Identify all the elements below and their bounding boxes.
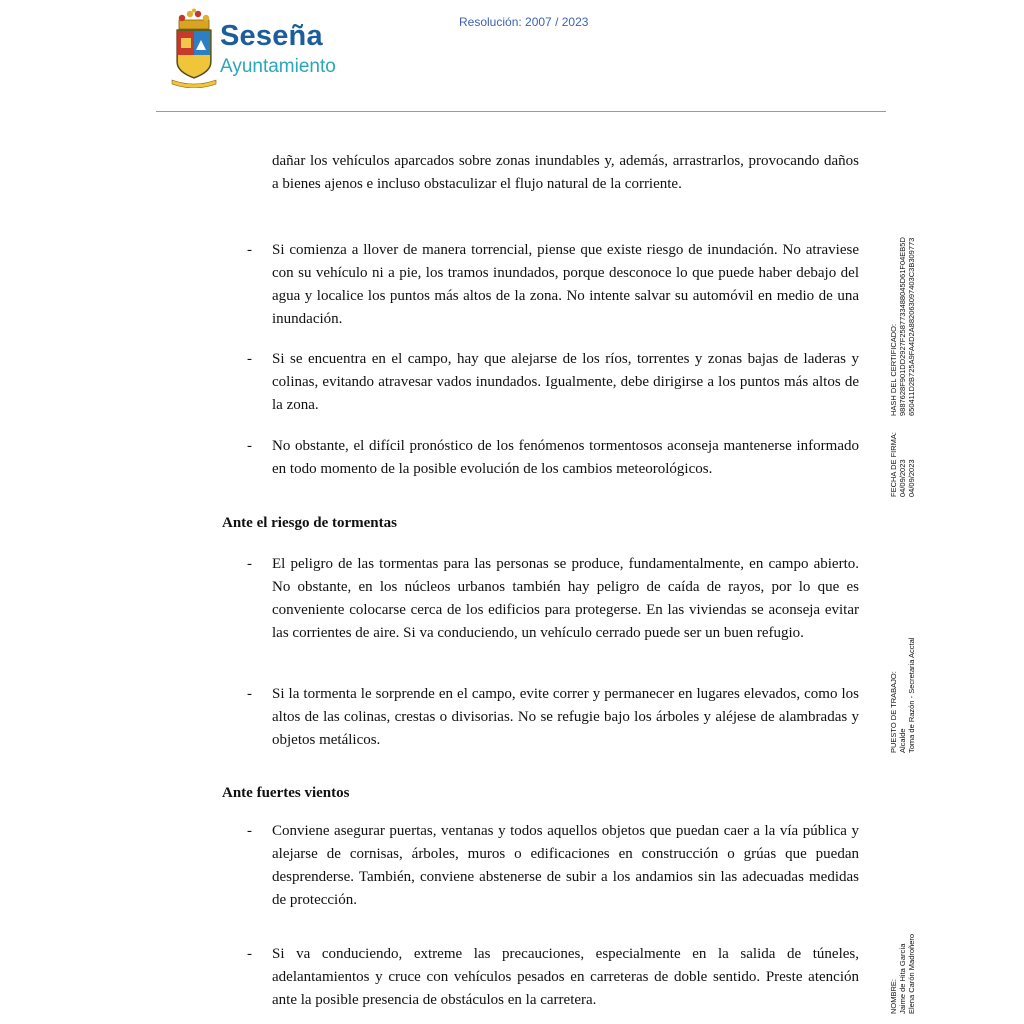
brand-subtitle: Ayuntamiento (220, 56, 336, 77)
signature-date-2: 04/09/2023 (907, 459, 916, 497)
signature-position-block (889, 638, 916, 753)
section-heading-storms: Ante el riesgo de tormentas (222, 515, 397, 531)
list-item: Si se encuentra en el campo, hay que alejarse de los ríos, torrentes y zonas bajas de laderas y colinas, evitando atravesar vados inundados. Igualmente, debe dirigirse a los puntos más altos de la zona. (272, 351, 859, 413)
bullet-dash: - (247, 351, 252, 367)
certificate-hash-1: 9887628F901DD2927F2587733488045D61F04EB5D (898, 237, 907, 416)
list-item: Si la tormenta le sorprende en el campo, evite correr y permanecer en lugares elevados, como los altos de las colinas, crestas o divisorias. No se refugie bajo los árboles y aléjese de alambradas y objetos metálicos. (272, 686, 859, 748)
resolution-number: Resolución: 2007 / 2023 (459, 15, 589, 29)
signature-date-label: FECHA DE FIRMA: (889, 431, 898, 497)
brand-name: Seseña (220, 20, 323, 52)
signature-date-1: 04/09/2023 (898, 459, 907, 497)
signature-name-label: NOMBRE: (889, 978, 898, 1014)
bullet-dash: - (247, 686, 252, 702)
signature-position-label: PUESTO DE TRABAJO: (889, 671, 898, 753)
signature-name-block (889, 934, 916, 1014)
list-item: No obstante, el difícil pronóstico de los fenómenos tormentosos aconseja mantenerse informado en todo momento de la posible evolución de los cambios meteorológicos. (272, 438, 859, 477)
bullet-dash: - (247, 556, 252, 572)
bullet-dash: - (247, 946, 252, 962)
signature-position-1: Alcalde (898, 728, 907, 753)
signature-date-block (889, 432, 916, 497)
bullet-dash: - (247, 242, 252, 258)
list-item: Si va conduciendo, extreme las precauciones, especialmente en la salida de túneles, adelantamientos y cruce con vehículos pesados en carreteras de doble sentido. Preste atención ante la posible presencia de obstáculos en la carretera. (272, 946, 859, 1008)
signature-name-2: Elena Carón Madroñero (907, 933, 916, 1014)
section-heading-winds: Ante fuertes vientos (222, 785, 350, 801)
certificate-hash-block (889, 237, 916, 416)
certificate-hash-label: HASH DEL CERTIFICADO: (889, 323, 898, 416)
list-item: El peligro de las tormentas para las personas se produce, fundamentalmente, en campo abierto. No obstante, en los núcleos urbanos también hay peligro de caída de rayos, por lo que es conveniente colocarse cerca de los edificios para protegerse. En las viviendas se aconseja evitar las corrientes de aire. Si va conduciendo, un vehículo cerrado puede ser un buen refugio. (272, 556, 859, 641)
list-item: Si comienza a llover de manera torrencial, piense que existe riesgo de inundación. No atraviese con su vehículo ni a pie, los tramos inundados, porque desconoce lo que puede haber debajo del agua y localice los puntos más altos de la zona. No intente salvar su automóvil en medio de una inundación. (272, 242, 859, 327)
certificate-hash-2: 650411D2B725A9FA4D2A882063097403C3B309773 (907, 237, 916, 416)
intro-paragraph: dañar los vehículos aparcados sobre zonas inundables y, además, arrastrarlos, provocando daños a bienes ajenos e incluso obstaculizar el flujo natural de la corriente. (272, 153, 859, 192)
list-item: Conviene asegurar puertas, ventanas y todos aquellos objetos que puedan caer a la vía pública y alejarse de cornisas, árboles, muros o edificaciones en construcción o grúas que puedan desprenderse. También, conviene abstenerse de subir a los andamios sin las adecuadas medidas de protección. (272, 823, 859, 908)
signature-name-1: Jaime de Hita García (898, 943, 907, 1014)
signature-position-2: Toma de Razón - Secretaria Acctal (907, 637, 916, 753)
bullet-dash: - (247, 823, 252, 839)
bullet-dash: - (247, 438, 252, 454)
